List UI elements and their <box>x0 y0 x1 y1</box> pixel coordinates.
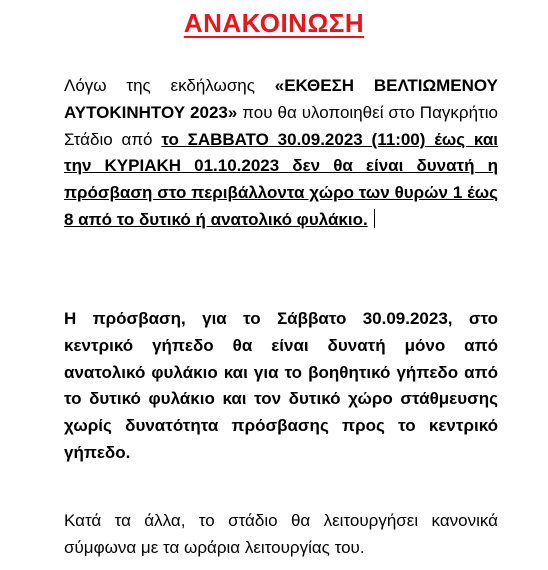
text-cursor <box>374 209 376 228</box>
closure-notice: το ΣΑΒΒΑΤΟ 30.09.2023 (11:00) έως και την ΚΥΡΙΑΚΗ 01.10.2023 δεν θα είναι δυνατή η πρόσβαση στο περιβάλλοντα χώρο των θυρών 1 έως 8 από το δυτικό ή ανατολικό φυλάκιο. <box>64 129 499 229</box>
venue-text: που θα υλοποιηθεί στο Παγκρήτιο Στάδιο από <box>64 102 498 149</box>
event-name: «ΕΚΘΕΣΗ ΒΕΛΤΙΩΜΕΝΟΥ ΑΥΤΟΚΙΝΗΤΟΥ 2023» <box>64 76 499 122</box>
intro-text: Λόγω της εκδήλωσης <box>64 76 275 95</box>
announcement-title: ΑΝΑΚΟΙΝΩΣΗ <box>183 8 365 38</box>
operation-paragraph: Κατά τα άλλα, το στάδιο θα λειτουργήσει κανονικά σύμφωνα με τα ωράρια λειτουργίας του. <box>64 511 498 557</box>
access-paragraph: Η πρόσβαση, για το Σάββατο 30.09.2023, στο κεντρικό γήπεδο θα είναι δυνατή μόνο από ανατολικό φυλάκιο και για το βοηθητικό γήπεδο από το δυτικό φυλάκιο και τον δυτικό χώρο στάθμευσης χωρίς δυνατότητα πρόσβασης προς το κεντρικό γήπεδο. <box>64 309 498 462</box>
event-closure-paragraph <box>64 73 498 234</box>
